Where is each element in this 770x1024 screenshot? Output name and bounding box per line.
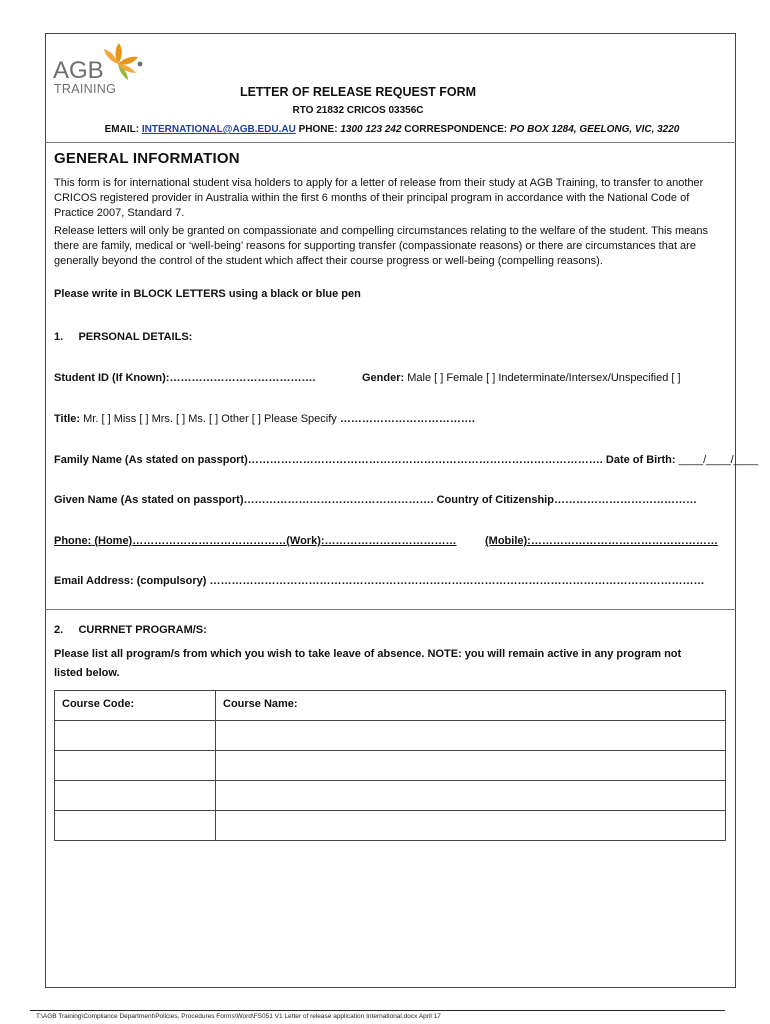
section-divider (45, 609, 736, 610)
course-code-cell[interactable] (55, 811, 216, 841)
phone-mobile-field[interactable]: …………………………………………… (530, 535, 718, 547)
email-link[interactable]: INTERNATIONAL@AGB.EDU.AU (141, 124, 296, 135)
title-other-field[interactable]: ………………………………. (339, 413, 475, 425)
program-note-line-1: Please list all program/s from which you wish to take leave of absence. NOTE: you will remain active in any program not (54, 648, 682, 660)
student-id-row (54, 372, 316, 384)
phone-row (54, 535, 457, 547)
gender-row (362, 372, 681, 384)
given-name-row (54, 494, 697, 506)
course-code-header: Course Code: (55, 691, 216, 721)
general-para-1: This form is for international student visa holders to apply for a letter of release from their study at AGB Training, to transfer to another CRICOS registered provider in Australia within the first 6 months of their principal program in accordance with the National Code of Practice 2007, Standard 7. (54, 177, 704, 219)
footer-rule (30, 1010, 725, 1011)
email-address-label: Email Address: (compulsory) (54, 575, 210, 587)
header-divider (45, 142, 736, 143)
email-address-field[interactable]: ……………………………………………………………………………………………………………………… (209, 575, 705, 587)
current-program-heading: 2. CURRNET PROGRAM/S: (54, 624, 207, 636)
table-row (55, 811, 726, 841)
family-name-row (54, 454, 758, 466)
course-table-header (55, 691, 726, 721)
email-row (54, 575, 704, 587)
phone-value: 1300 123 242 (340, 124, 402, 135)
phone-work-field[interactable]: ……………………………… (324, 535, 457, 547)
form-title: LETTER OF RELEASE REQUEST FORM (239, 85, 477, 99)
logo-text-training: TRAINING (54, 82, 117, 96)
phone-mobile-row (485, 535, 718, 547)
given-name-field[interactable]: …………………………………………… (243, 494, 431, 506)
footer-file-path: T:\AGB Training\Compliance Department\Policies, Procedures Forms\Word\FS051 V1 Letter of release application International.docx April 17 (36, 1013, 441, 1020)
table-row (55, 781, 726, 811)
correspondence-label: CORRESPONDENCE: (404, 124, 508, 135)
title-row (54, 413, 475, 425)
course-name-cell[interactable] (216, 751, 726, 781)
phone-home-field[interactable]: …………………………………… (132, 535, 287, 547)
family-name-label: Family Name (As stated on passport) (54, 454, 248, 466)
personal-details-heading: 1. PERSONAL DETAILS: (54, 331, 193, 343)
gender-options[interactable]: Male [ ] Female [ ] Indeterminate/Intersex/Unspecified [ ] (404, 372, 681, 384)
table-row (55, 721, 726, 751)
phone-mobile-label: (Mobile): (485, 535, 531, 547)
program-note-line-2: listed below. (54, 667, 120, 679)
given-name-label: Given Name (As stated on passport) (54, 494, 244, 506)
course-code-cell[interactable] (55, 781, 216, 811)
general-info-heading: GENERAL INFORMATION (54, 150, 240, 167)
dob-label: . Date of Birth: (599, 454, 676, 466)
phone-work-label: (Work): (286, 535, 325, 547)
course-name-cell[interactable] (216, 781, 726, 811)
student-id-label: Student ID (If Known): (54, 372, 170, 384)
student-id-field[interactable]: …………………………………. (169, 372, 316, 384)
logo-text-agb: AGB (53, 57, 104, 84)
general-para-2: Release letters will only be granted on compassionate and compelling circumstances relating to the welfare of the student. This means there are family, medical or ‘well-being’ reasons for supporting transfer (compassionate reasons) or there are circumstances that are generally beyond the control of the student which affect their course progress or well-being (compelling reasons). (54, 225, 709, 267)
country-field[interactable]: ………………………………… (553, 494, 697, 506)
agb-training-logo (52, 40, 152, 96)
table-row (55, 751, 726, 781)
dob-field[interactable]: ____/____/____ (675, 454, 759, 466)
rto-cricos: RTO 21832 CRICOS 03356C (292, 105, 424, 116)
course-code-cell[interactable] (55, 721, 216, 751)
course-code-cell[interactable] (55, 751, 216, 781)
family-name-field[interactable]: …………………………………………………………………………………… (247, 454, 600, 466)
course-table (54, 690, 726, 841)
contact-line (50, 124, 734, 135)
phone-label: PHONE: (298, 124, 338, 135)
course-name-cell[interactable] (216, 811, 726, 841)
correspondence-value: PO BOX 1284, GEELONG, VIC, 3220 (509, 124, 680, 135)
country-label: . Country of Citizenship (430, 494, 554, 506)
email-label: EMAIL: (104, 124, 140, 135)
course-name-cell[interactable] (216, 721, 726, 751)
block-letters-note: Please write in BLOCK LETTERS using a black or blue pen (54, 288, 361, 300)
title-options[interactable]: Mr. [ ] Miss [ ] Mrs. [ ] Ms. [ ] Other [ ] Please Specify (80, 413, 340, 425)
phone-home-label: Phone: (Home) (54, 535, 133, 547)
title-label: Title: (54, 413, 81, 425)
leaf-flower-icon (104, 43, 142, 80)
course-name-header: Course Name: (216, 691, 726, 721)
gender-label: Gender: (362, 372, 405, 384)
